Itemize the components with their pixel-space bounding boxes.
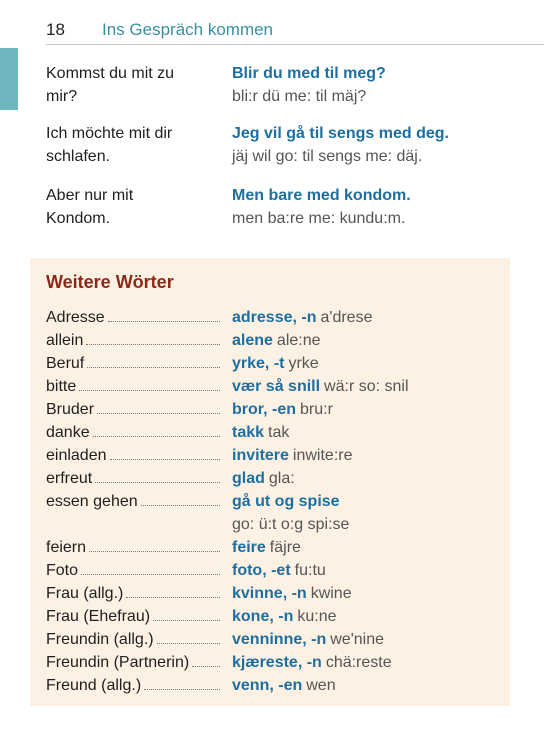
header-divider — [46, 44, 544, 45]
vocabulary-pronunciation: wen — [306, 677, 336, 694]
vocabulary-german-text: bitte — [46, 378, 77, 395]
vocabulary-german — [46, 490, 222, 513]
vocabulary-norwegian — [232, 674, 502, 697]
phrase-german-line: mir? — [46, 88, 78, 105]
vocabulary-box-title: Weitere Wörter — [46, 272, 174, 292]
vocabulary-pronunciation: we'nine — [330, 631, 384, 648]
vocabulary-german — [46, 444, 222, 467]
vocabulary-norwegian-text: feire — [232, 539, 266, 556]
phrase-german — [46, 184, 216, 230]
vocabulary-norwegian — [232, 628, 502, 651]
vocabulary-german-text: Frau (allg.) — [46, 585, 124, 602]
vocabulary-german-text: einladen — [46, 447, 107, 464]
dotted-leader — [93, 436, 220, 437]
vocabulary-pronunciation: inwite:re — [292, 447, 353, 464]
dotted-leader — [79, 390, 220, 391]
vocabulary-norwegian-text: glad — [232, 470, 265, 487]
vocabulary-norwegian — [232, 398, 502, 421]
vocabulary-german-text: Freund (allg.) — [46, 677, 142, 694]
vocabulary-pronunciation: fäjre — [269, 539, 301, 556]
phrase-german-line: Kommst du mit zu — [46, 65, 175, 82]
vocabulary-norwegian — [232, 559, 502, 582]
vocabulary-row — [46, 329, 506, 352]
vocabulary-german-text: Freundin (Partnerin) — [46, 654, 190, 671]
phrase-pronunciation: men ba:re me: kundu:m. — [232, 210, 406, 227]
vocabulary-norwegian — [232, 605, 502, 628]
dotted-leader — [87, 367, 220, 368]
page-number: 18 — [46, 20, 65, 39]
vocabulary-row — [46, 352, 506, 375]
vocabulary-norwegian-text: foto, -et — [232, 562, 291, 579]
vocabulary-norwegian — [232, 651, 502, 674]
vocabulary-row — [46, 559, 506, 582]
vocabulary-norwegian-text: kone, -n — [232, 608, 294, 625]
dotted-leader — [95, 482, 220, 483]
vocabulary-german-text: erfreut — [46, 470, 93, 487]
vocabulary-norwegian-text: bror, -en — [232, 401, 297, 418]
vocabulary-german — [46, 536, 222, 559]
vocabulary-pronunciation: bru:r — [300, 401, 333, 418]
vocabulary-german-text: Frau (Ehefrau) — [46, 608, 151, 625]
vocabulary-german — [46, 306, 222, 329]
vocabulary-row — [46, 306, 506, 329]
vocabulary-norwegian — [232, 375, 502, 398]
dotted-leader — [141, 505, 220, 506]
vocabulary-norwegian-text: invitere — [232, 447, 289, 464]
vocabulary-german-text: Beruf — [46, 355, 85, 372]
vocabulary-german-text: allein — [46, 332, 84, 349]
vocabulary-row — [46, 490, 506, 536]
vocabulary-list — [46, 306, 506, 697]
vocabulary-pronunciation: yrke — [288, 355, 319, 372]
vocabulary-row — [46, 421, 506, 444]
dotted-leader — [144, 689, 220, 690]
dotted-leader — [108, 321, 220, 322]
vocabulary-german-text: Freundin (allg.) — [46, 631, 154, 648]
vocabulary-german — [46, 559, 222, 582]
vocabulary-row — [46, 398, 506, 421]
vocabulary-row — [46, 628, 506, 651]
phrase-norwegian-text: Blir du med til meg? — [232, 65, 386, 82]
phrase-pronunciation: bli:r dü me: til mäj? — [232, 88, 367, 105]
vocabulary-norwegian-text: alene — [232, 332, 273, 349]
vocabulary-german — [46, 467, 222, 490]
vocabulary-pronunciation: tak — [268, 424, 290, 441]
vocabulary-german — [46, 352, 222, 375]
vocabulary-german — [46, 329, 222, 352]
vocabulary-german-text: Foto — [46, 562, 79, 579]
vocabulary-pronunciation: go: ü:t o:g spi:se — [232, 516, 350, 533]
vocabulary-row — [46, 651, 506, 674]
vocabulary-pronunciation: wä:r so: snil — [324, 378, 409, 395]
chapter-title: Ins Gespräch kommen — [102, 20, 274, 39]
vocabulary-row — [46, 536, 506, 559]
vocabulary-pronunciation: kwine — [310, 585, 352, 602]
phrase-german-line: Kondom. — [46, 210, 111, 227]
vocabulary-german — [46, 628, 222, 651]
vocabulary-german — [46, 605, 222, 628]
vocabulary-pronunciation: ku:ne — [297, 608, 337, 625]
vocabulary-pronunciation: fu:tu — [294, 562, 326, 579]
chapter-tab-marker — [0, 48, 18, 110]
vocabulary-norwegian-text: vær så snill — [232, 378, 321, 395]
vocabulary-norwegian — [232, 352, 502, 375]
vocabulary-german-text: Adresse — [46, 309, 105, 326]
vocabulary-norwegian-text: gå ut og spise — [232, 493, 340, 510]
vocabulary-norwegian — [232, 444, 502, 467]
vocabulary-pronunciation: a'drese — [320, 309, 373, 326]
phrase-norwegian-text: Men bare med kondom. — [232, 187, 411, 204]
vocabulary-norwegian — [232, 490, 502, 536]
phrase-german-line: schlafen. — [46, 148, 111, 165]
dotted-leader — [86, 344, 220, 345]
vocabulary-pronunciation: gla: — [268, 470, 295, 487]
vocabulary-norwegian — [232, 421, 502, 444]
vocabulary-german-text: feiern — [46, 539, 87, 556]
dotted-leader — [110, 459, 221, 460]
phrase-pronunciation: jäj wil go: til sengs me: däj. — [232, 148, 423, 165]
dotted-leader — [157, 643, 220, 644]
vocabulary-norwegian-text: venninne, -n — [232, 631, 327, 648]
vocabulary-german — [46, 421, 222, 444]
vocabulary-german — [46, 398, 222, 421]
dotted-leader — [97, 413, 220, 414]
vocabulary-german-text: essen gehen — [46, 493, 138, 510]
dotted-leader — [126, 597, 220, 598]
dotted-leader — [89, 551, 220, 552]
vocabulary-german — [46, 582, 222, 605]
phrase-norwegian — [232, 184, 532, 230]
vocabulary-norwegian — [232, 329, 502, 352]
vocabulary-norwegian-text: yrke, -t — [232, 355, 285, 372]
vocabulary-pronunciation: ale:ne — [276, 332, 321, 349]
vocabulary-row — [46, 674, 506, 697]
vocabulary-row — [46, 375, 506, 398]
vocabulary-german — [46, 651, 222, 674]
vocabulary-norwegian — [232, 536, 502, 559]
vocabulary-norwegian-text: adresse, -n — [232, 309, 317, 326]
vocabulary-row — [46, 605, 506, 628]
vocabulary-norwegian — [232, 306, 502, 329]
phrase-german — [46, 122, 216, 168]
phrase-german-line: Aber nur mit — [46, 187, 134, 204]
vocabulary-german-text: danke — [46, 424, 90, 441]
vocabulary-box — [30, 258, 510, 706]
vocabulary-norwegian — [232, 467, 502, 490]
phrase-german-line: Ich möchte mit dir — [46, 125, 173, 142]
phrase-norwegian — [232, 62, 532, 108]
phrase-german — [46, 62, 216, 108]
phrase-norwegian — [232, 122, 532, 168]
vocabulary-norwegian-text: kvinne, -n — [232, 585, 307, 602]
dotted-leader — [192, 666, 220, 667]
vocabulary-norwegian — [232, 582, 502, 605]
vocabulary-pronunciation: chä:reste — [325, 654, 392, 671]
vocabulary-row — [46, 467, 506, 490]
vocabulary-german — [46, 375, 222, 398]
vocabulary-norwegian-text: venn, -en — [232, 677, 303, 694]
vocabulary-row — [46, 444, 506, 467]
vocabulary-norwegian-text: takk — [232, 424, 265, 441]
dotted-leader — [81, 574, 220, 575]
phrase-norwegian-text: Jeg vil gå til sengs med deg. — [232, 125, 449, 142]
dotted-leader — [153, 620, 220, 621]
vocabulary-norwegian-text: kjæreste, -n — [232, 654, 322, 671]
vocabulary-german — [46, 674, 222, 697]
vocabulary-row — [46, 582, 506, 605]
vocabulary-german-text: Bruder — [46, 401, 95, 418]
